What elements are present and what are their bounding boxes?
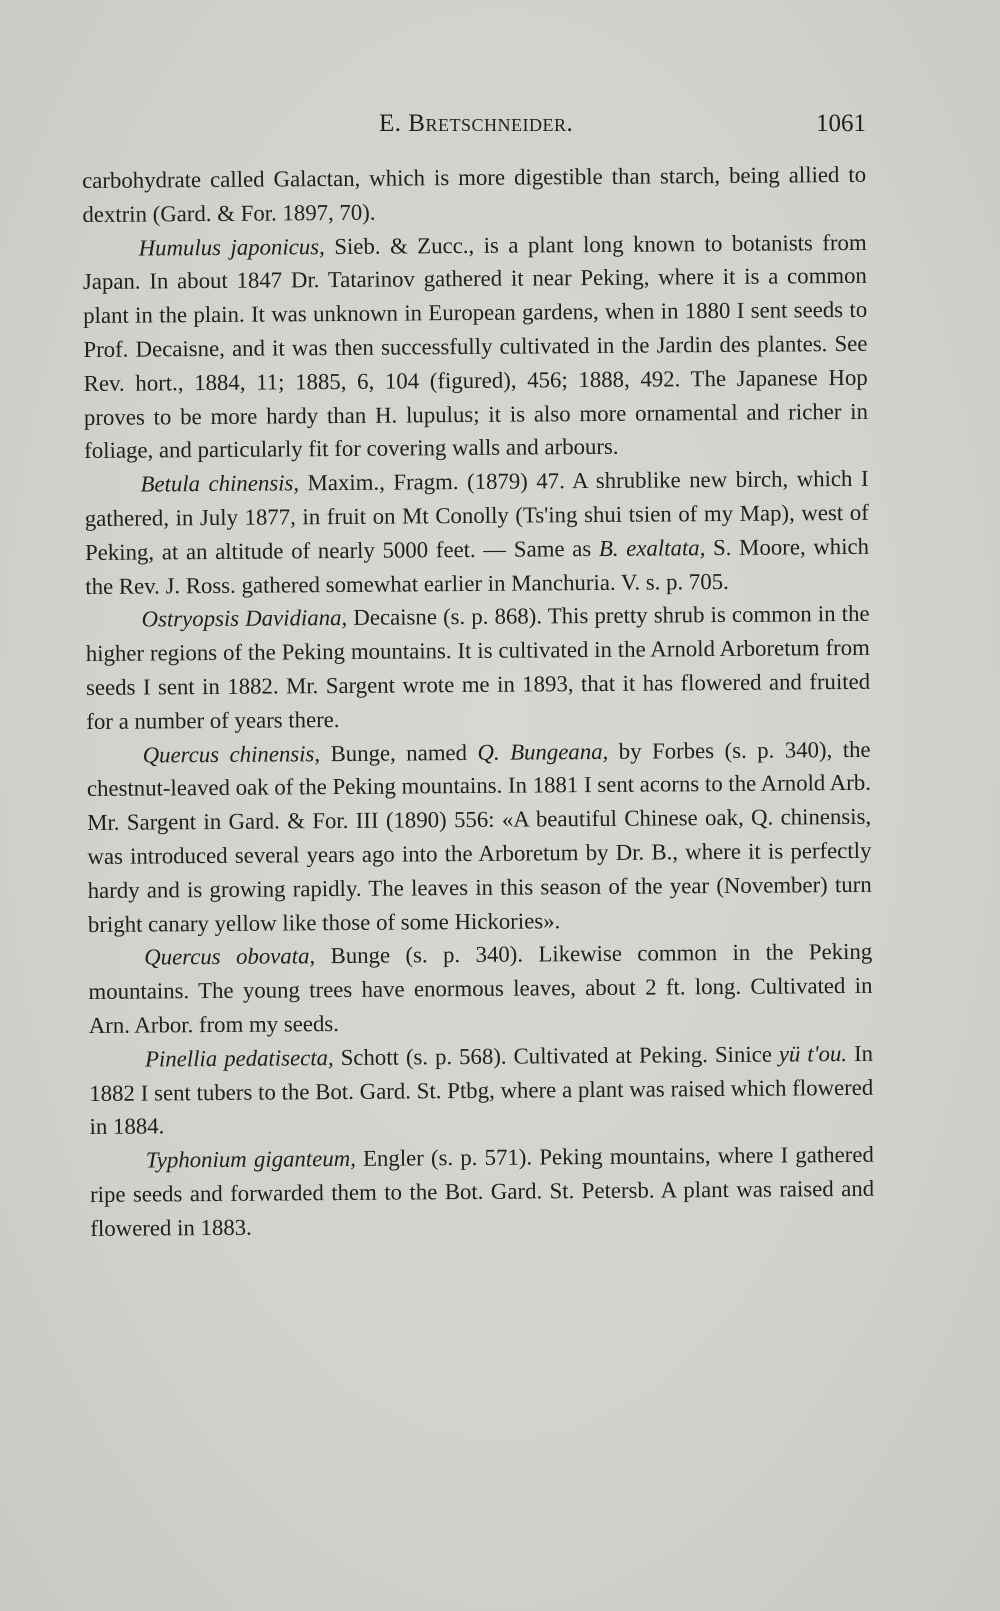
author-initial: E.: [379, 110, 409, 137]
paragraph-text-continued: S. Moore, which the Rev. J. Ross. gathered somewhat earlier in Manchuria. V. s. p. 705.: [85, 533, 870, 599]
chinese-name: yü t'ou.: [778, 1040, 848, 1067]
paragraph-galactan: [82, 158, 867, 232]
species-name: Ostryopsis Davidiana,: [141, 605, 348, 632]
body-text: [82, 158, 874, 1246]
paragraph-text-continued: In 1882 I sent tubers to the Bot. Gard. St. Ptbg, where a plant was raised which flowered in 1884.: [89, 1040, 874, 1140]
species-name: Quercus chinensis,: [142, 740, 321, 768]
paragraph-pinellia: [89, 1037, 874, 1145]
page-number: 1061: [816, 110, 866, 137]
paragraph-text: Decaisne (s. p. 868). This pretty shrub is common in the higher regions of the Peking mountains. It is cultivated in the Arnold Arboretum from seeds I sent in 1882. Mr. Sargent wrote me in 1893, that it has flowered and fruited for a number of years there.: [85, 601, 871, 734]
paragraph-humulus: [83, 225, 869, 468]
paragraph-text: Engler (s. p. 571). Peking mountains, where I gathered ripe seeds and forwarded them to the Bot. Gard. St. Petersb. A plant was raised and flowered in 1883.: [89, 1141, 875, 1241]
paragraph-ostryopsis: [85, 597, 870, 738]
paragraph-text: Bunge, named: [319, 739, 478, 766]
paragraph-quercus-obovata: [88, 935, 873, 1043]
running-head: [379, 110, 573, 138]
paragraph-text: Schott (s. p. 568). Cultivated at Peking. Sinice: [333, 1041, 779, 1070]
species-name: Pinellia pedatisecta,: [144, 1044, 334, 1072]
paragraph-betula: [84, 462, 869, 603]
paragraph-text: Sieb. & Zucc., is a plant long known to botanists from Japan. In about 1847 Dr. Tatarinov gathered it near Peking, where it is a common plant in the plain. It was unknown in European gardens, when in 1880 I sent seeds to Prof. Decaisne, and it was then successfully cultivated in the Jardin des plantes. See Rev. hort., 1884, 11; 1885, 6, 104 (figured), 456; 1888, 492. The Japanese Hop proves to be more hardy than H. lupulus; it is also more ornamental and richer in foliage, and particularly fit for covering walls and arbours.: [82, 229, 869, 464]
paragraph-quercus-chinensis: [87, 732, 873, 941]
page-header: [82, 110, 866, 146]
paragraph-text: carbohydrate called Galactan, which is more digestible than starch, being allied to dextrin (Gard. & For. 1897, 70).: [82, 161, 867, 227]
author-name: Bretschneider.: [408, 110, 574, 137]
paragraph-text: Maxim., Fragm. (1879) 47. A shrublike new birch, which I gathered, in July 1877, in fruit on Mt Conolly (Ts'ing shui tsien of my Map), west of Peking, at an altitude of nearly 5000 feet. — Same as: [84, 466, 869, 565]
species-name: Typhonium giganteum,: [145, 1145, 356, 1173]
paragraph-typhonium: [90, 1138, 875, 1246]
synonym-name: B. exaltata,: [598, 534, 706, 561]
synonym-name: Q. Bungeana,: [477, 738, 609, 765]
species-name: Betula chinensis,: [140, 470, 300, 497]
species-name: Quercus obovata,: [144, 943, 316, 970]
paragraph-text: Bunge (s. p. 340). Likewise common in the Peking mountains. The young trees have enormous leaves, about 2 ft. long. Cultivated in Arn. Arbor. from my seeds.: [88, 939, 873, 1038]
species-name: Humulus japonicus,: [138, 233, 325, 261]
paragraph-text-continued: by Forbes (s. p. 340), the chestnut-leaved oak of the Peking mountains. In 1881 I sent acorns to the Arnold Arb. Mr. Sargent in Gard. & For. III (1890) 556: «A beautiful Chinese oak, Q. chinensis, was introduced several years ago into the Arboretum by Dr. B., where it is perfectly hardy and is growing rapidly. The leaves in this season of the year (November) turn bright canary yellow like those of some Hickories».: [86, 736, 872, 937]
